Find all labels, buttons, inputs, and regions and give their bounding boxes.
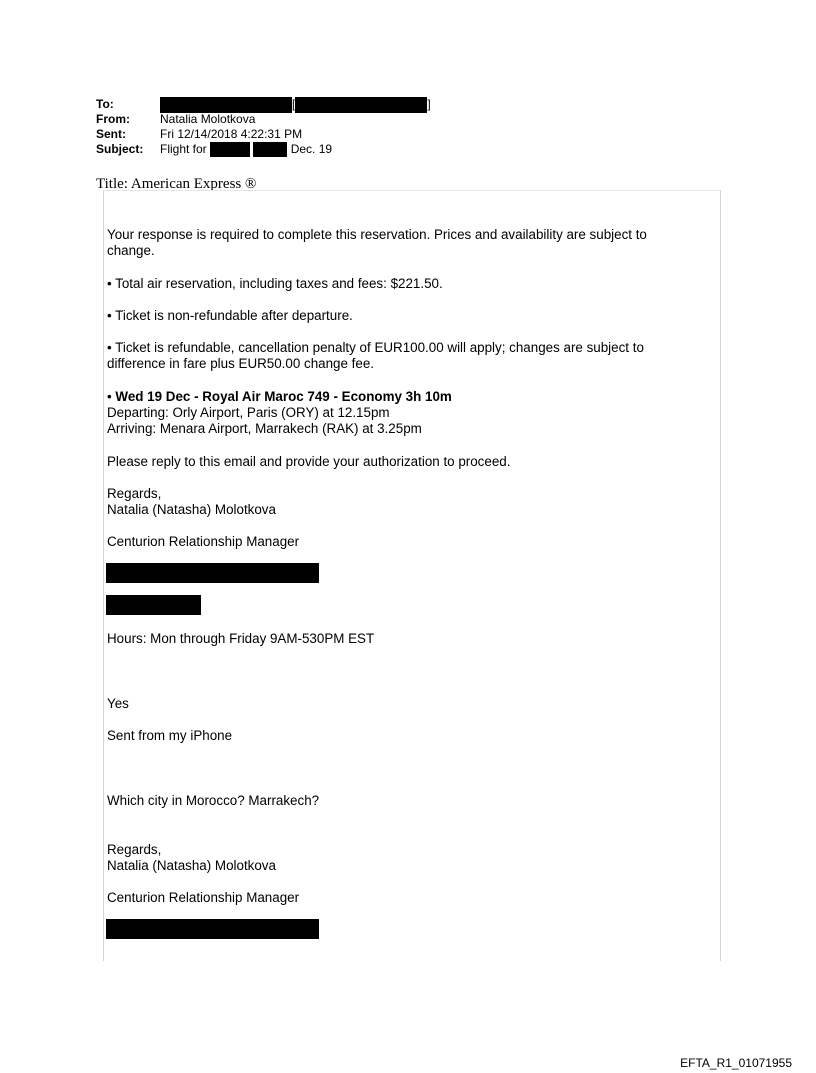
redaction-block [210,142,250,157]
hours-line: Hours: Mon through Friday 9AM-530PM EST [107,631,375,646]
to-label: To: [96,97,114,111]
signature-2 [107,842,697,874]
flight-details [107,389,697,437]
ticket-bullet: • Ticket is non-refundable after departure. [107,308,353,323]
flight-title-line [107,389,697,405]
refund-bullet: • Ticket is refundable, cancellation penalty of EUR100.00 will apply; changes are subject to difference in fare plus EUR50.00 change fee. [107,340,644,371]
to-row [96,97,496,111]
sent-label: Sent: [96,127,126,141]
sent-value: Fri 12/14/2018 4:22:31 PM [160,127,303,141]
sent-from-line: Sent from my iPhone [107,728,233,743]
subject-row [96,142,496,156]
redaction-block [106,595,201,615]
reply-request: Please reply to this email and provide your authorization to proceed. [107,454,511,469]
question-line: Which city in Morocco? Marrakech? [107,793,320,808]
regards-line-2: Regards, [107,842,162,857]
intro-paragraph: Your response is required to complete this reservation. Prices and availability are subject to change. [107,227,647,258]
redaction-block [106,919,319,939]
signature [107,486,697,518]
redaction-block [253,142,287,157]
redaction-block [295,97,427,113]
sent-row [96,127,496,141]
flight-bullet: • [107,389,116,404]
subject-value [160,142,332,157]
signer-role: Centurion Relationship Manager [107,534,300,549]
departing-line: Departing: Orly Airport, Paris (ORY) at 12.15pm [107,405,390,420]
flight-title: Wed 19 Dec - Royal Air Maroc 749 - Economy 3h 10m [115,389,452,404]
to-bracket-open: [ [292,97,296,111]
arriving-line: Arriving: Menara Airport, Marrakech (RAK) at 3.25pm [107,421,422,436]
from-value: Natalia Molotkova [160,112,256,126]
to-value [160,97,431,113]
reply-yes: Yes [107,696,129,711]
document-id: EFTA_R1_01071955 [680,1056,792,1070]
total-bullet: • Total air reservation, including taxes and fees: $221.50. [107,276,443,291]
subject-prefix: Flight for [160,142,207,156]
email-header [96,97,496,159]
subject-label: Subject: [96,142,144,156]
subject-suffix: Dec. 19 [290,142,333,156]
redaction-block [160,97,292,113]
signer-name-2: Natalia (Natasha) Molotkova [107,858,276,873]
signer-name: Natalia (Natasha) Molotkova [107,502,276,517]
signer-role-2: Centurion Relationship Manager [107,890,300,905]
redaction-block [106,563,319,583]
regards-line: Regards, [107,486,162,501]
from-label: From: [96,112,130,126]
from-row [96,112,496,126]
document-title: Title: American Express ® [96,176,257,192]
to-bracket-close: ] [427,97,431,111]
